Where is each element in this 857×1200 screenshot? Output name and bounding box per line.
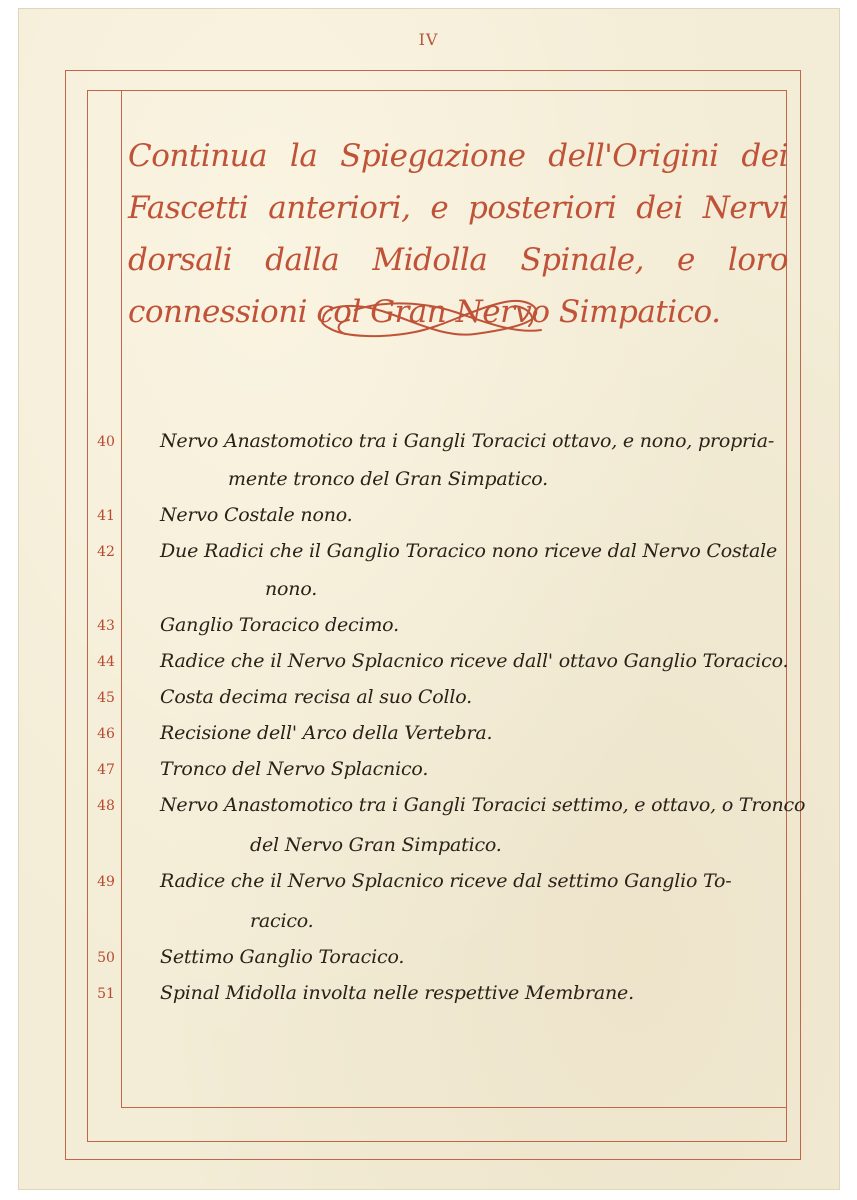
entry-text-line: Nervo Anastomotico tra i Gangli Toracici ottavo, e nono, propria- <box>160 430 775 452</box>
entry-text-line: nono. <box>265 578 318 600</box>
entry-number: 49 <box>97 874 115 890</box>
entry-number: 48 <box>97 798 115 814</box>
entry-text-line: Settimo Ganglio Toracico. <box>160 946 405 968</box>
entry-number: 44 <box>97 654 115 670</box>
entry-text-line: Radice che il Nervo Splacnico riceve dal settimo Ganglio To- <box>160 870 732 892</box>
entry-number: 41 <box>97 508 115 524</box>
entry-text-line: mente tronco del Gran Simpatico. <box>228 468 549 490</box>
entry-text-line: Ganglio Toracico decimo. <box>160 614 399 636</box>
entry-text-line: Recisione dell' Arco della Vertebra. <box>160 722 493 744</box>
entry-text-line: del Nervo Gran Simpatico. <box>250 834 502 856</box>
entry-number: 50 <box>97 950 115 966</box>
entry-number: 43 <box>97 618 115 634</box>
entry-number: 40 <box>97 434 115 450</box>
entry-number: 42 <box>97 544 115 560</box>
entry-text-line: Radice che il Nervo Splacnico riceve dall' ottavo Ganglio Toracico. <box>160 650 789 672</box>
entry-text-line: Costa decima recisa al suo Collo. <box>160 686 472 708</box>
entry-text-line: Spinal Midolla involta nelle respettive Membrane. <box>160 982 634 1004</box>
entry-text-line: Nervo Anastomotico tra i Gangli Toracici settimo, e ottavo, o Tronco <box>160 794 806 816</box>
entry-text-line: Due Radici che il Ganglio Toracico nono riceve dal Nervo Costale <box>160 540 778 562</box>
entry-number: 47 <box>97 762 115 778</box>
entry-number: 46 <box>97 726 115 742</box>
entry-number: 45 <box>97 690 115 706</box>
page-number: IV <box>418 30 439 49</box>
entry-number: 51 <box>97 986 115 1002</box>
entry-text-line: Tronco del Nervo Splacnico. <box>160 758 429 780</box>
page-title: Continua la Spiegazione dell'Origini dei Fascetti anteriori, e posteriori dei Nervi dorsali dalla Midolla Spinale, e loro connessioni col Gran Nervo Simpatico. <box>128 138 788 330</box>
entry-text-line: racico. <box>250 910 314 932</box>
entry-text-line: Nervo Costale nono. <box>160 504 353 526</box>
